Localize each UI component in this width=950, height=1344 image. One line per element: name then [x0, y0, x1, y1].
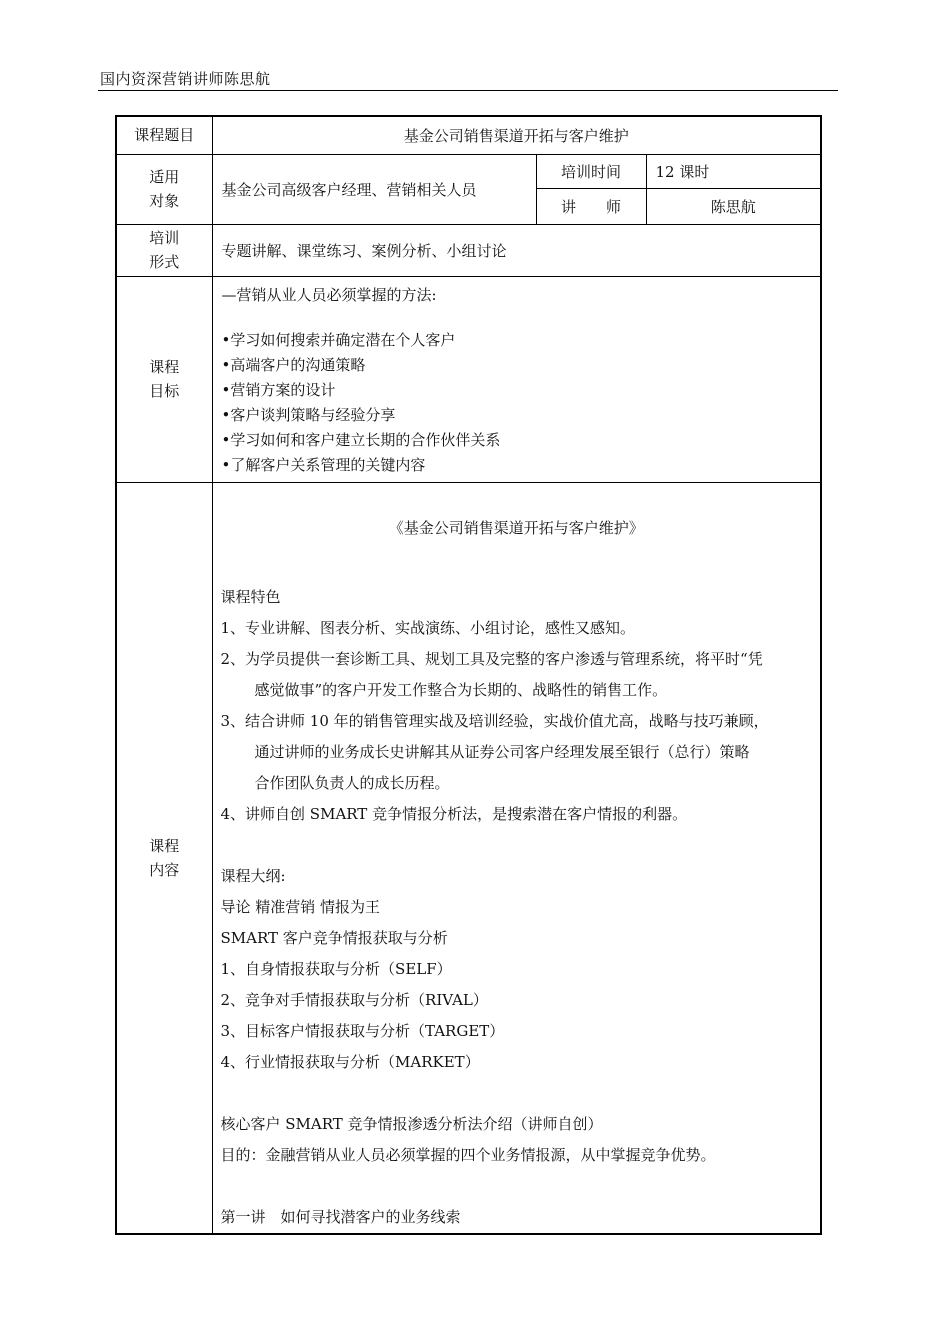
format-label-line2: 形式 — [149, 253, 180, 271]
audience-label — [116, 154, 212, 224]
feature-item-cont: 通过讲师的业务成长史讲解其从证券公司客户经理发展至银行（总行）策略 — [254, 742, 750, 761]
row-goals — [116, 276, 821, 482]
outline-line: 1、自身情报获取与分析（SELF） — [220, 959, 452, 978]
goals-label-line1: 课程 — [149, 358, 180, 376]
audience-value: 基金公司高级客户经理、营销相关人员 — [212, 154, 536, 224]
outline-heading: 课程大纲: — [220, 866, 286, 885]
goal-item: •高端客户的沟通策略 — [221, 355, 366, 374]
content-label-line2: 内容 — [149, 860, 180, 879]
lecturer-label: 讲 师 — [536, 188, 646, 224]
goal-item: •了解客户关系管理的关键内容 — [221, 455, 426, 474]
outline-line: 3、目标客户情报获取与分析（TARGET） — [220, 1021, 505, 1040]
outline-line: 2、竞争对手情报获取与分析（RIVAL） — [220, 990, 488, 1009]
feature-item: 2、为学员提供一套诊断工具、规划工具及完整的客户渗透与管理系统，将平时“凭 — [220, 649, 763, 668]
goal-item: •客户谈判策略与经验分享 — [221, 405, 396, 424]
row-format — [116, 224, 821, 276]
outline-line: SMART 客户竞争情报获取与分析 — [220, 928, 448, 947]
page-header: 国内资深营销讲师陈思航 — [100, 70, 271, 88]
goal-item: •学习如何搜索并确定潜在个人客户 — [221, 330, 456, 349]
audience-label-line2: 对象 — [149, 192, 180, 210]
goals-cell — [212, 276, 821, 482]
course-title-label: 课程题目 — [116, 116, 212, 154]
content-label — [116, 482, 212, 1234]
goals-label — [116, 276, 212, 482]
content-label-line1: 课程 — [149, 836, 180, 855]
goal-item: •学习如何和客户建立长期的合作伙伴关系 — [221, 430, 501, 449]
outline-line: 导论 精准营销 情报为王 — [220, 897, 381, 916]
core-line: 核心客户 SMART 竞争情报渗透分析法介绍（讲师自创） — [220, 1114, 603, 1133]
content-cell — [212, 482, 821, 1234]
course-title: 基金公司销售渠道开拓与客户维护 — [212, 116, 821, 154]
course-table — [115, 115, 822, 1235]
row-audience — [116, 154, 821, 188]
row-content — [116, 482, 821, 1234]
feature-item-cont: 合作团队负责人的成长历程。 — [254, 773, 450, 792]
row-course-title — [116, 116, 821, 154]
audience-label-line1: 适用 — [149, 168, 180, 186]
purpose-line: 目的：金融营销从业人员必须掌握的四个业务情报源，从中掌握竞争优势。 — [220, 1145, 716, 1164]
lecturer-value: 陈思航 — [646, 188, 821, 224]
header-rule — [98, 90, 838, 91]
feature-item: 3、结合讲师 10 年的销售管理实战及培训经验，实战价值尤高，战略与技巧兼顾， — [220, 711, 769, 730]
feature-item: 1、专业讲解、图表分析、实战演练、小组讨论，感性又感知。 — [220, 618, 636, 637]
book-title: 《基金公司销售渠道开拓与客户维护》 — [388, 518, 644, 537]
format-label — [116, 224, 212, 276]
goal-item: •营销方案的设计 — [221, 380, 336, 399]
feature-item: 4、讲师自创 SMART 竞争情报分析法，是搜索潜在客户情报的利器。 — [220, 804, 688, 823]
hours-value: 12 课时 — [646, 154, 821, 188]
goals-intro: —营销从业人员必须掌握的方法: — [221, 285, 437, 304]
features-heading: 课程特色 — [220, 587, 281, 606]
outline-line: 4、行业情报获取与分析（MARKET） — [220, 1052, 480, 1071]
feature-item-cont: 感觉做事”的客户开发工作整合为长期的、战略性的销售工作。 — [254, 680, 668, 699]
lecture-heading: 第一讲 如何寻找潜客户的业务线索 — [220, 1207, 461, 1226]
format-value: 专题讲解、课堂练习、案例分析、小组讨论 — [212, 224, 821, 276]
goals-label-line2: 目标 — [149, 382, 180, 400]
hours-label: 培训时间 — [536, 154, 646, 188]
format-label-line1: 培训 — [149, 229, 180, 247]
